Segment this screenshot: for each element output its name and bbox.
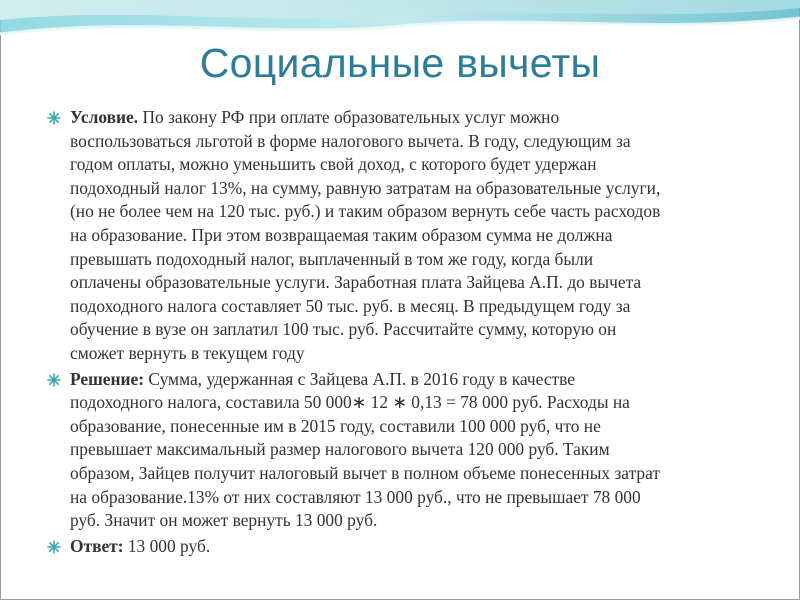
solution-text-line: образом, Зайцев получит налоговый вычет в полном объеме понесенных затрат (70, 462, 660, 483)
solution-text-line: Сумма, удержанная с Зайцева А.П. в 2016 году в качестве (144, 368, 575, 389)
answer-label: Ответ: (70, 535, 124, 556)
condition-text-line: на образование. При этом возвращаемая таким образом сумма не должна (70, 224, 613, 245)
condition-text-line: годом оплаты, можно уменьшить свой доход, с которого будет удержан (70, 154, 597, 175)
answer-text: 13 000 руб. (123, 535, 211, 556)
condition-text-line: воспользоваться льготой в форме налогового вычета. В году, следующим за (70, 130, 631, 151)
slide-title: Социальные вычеты (199, 40, 601, 86)
condition-paragraph (47, 106, 762, 366)
slide-body (47, 106, 762, 560)
solution-text-line: превышает максимальный размер налогового вычета 120 000 руб. Таким (70, 439, 610, 460)
answer-paragraph (47, 535, 762, 559)
condition-text-line: По закону РФ при оплате образовательных услуг можно (138, 107, 560, 127)
snowflake-bullet-icon (47, 111, 61, 125)
condition-text-line: обучение в вузе он заплатил 100 тыс. руб. Рассчитайте сумму, которую он (70, 319, 617, 340)
snowflake-bullet-icon (47, 540, 61, 554)
condition-text-line: подоходного налога составляет 50 тыс. руб. в месяц. В предыдущем году за (70, 295, 631, 316)
snowflake-bullet-icon (47, 373, 61, 387)
condition-label: Условие. (70, 107, 139, 127)
solution-text-line: подоходного налога, составила 50 000∗ 12 ∗ 0,13 = 78 000 руб. Расходы на (70, 392, 630, 413)
condition-text-line: сможет вернуть в текущем году (70, 342, 305, 363)
condition-text-line: подоходный налог 13%, на сумму, равную затратам на образовательные услуги, (70, 177, 661, 198)
solution-text-line: руб. Значит он может вернуть 13 000 руб. (70, 510, 378, 531)
condition-text-line: превышать подоходный налог, выплаченный в том же году, когда были (70, 248, 594, 269)
condition-text-line: оплачены образовательные услуги. Заработная плата Зайцева А.П. до вычета (70, 272, 642, 293)
solution-text-line: на образование.13% от них составляют 13 000 руб., что не превышает 78 000 (70, 486, 641, 507)
solution-text-line: образование, понесенные им в 2015 году, составили 100 000 руб, что не (70, 415, 601, 436)
solution-label: Решение: (70, 368, 145, 389)
solution-paragraph (47, 368, 762, 533)
condition-text-line: (но не более чем на 120 тыс. руб.) и таким образом вернуть себе часть расходов (70, 201, 661, 222)
